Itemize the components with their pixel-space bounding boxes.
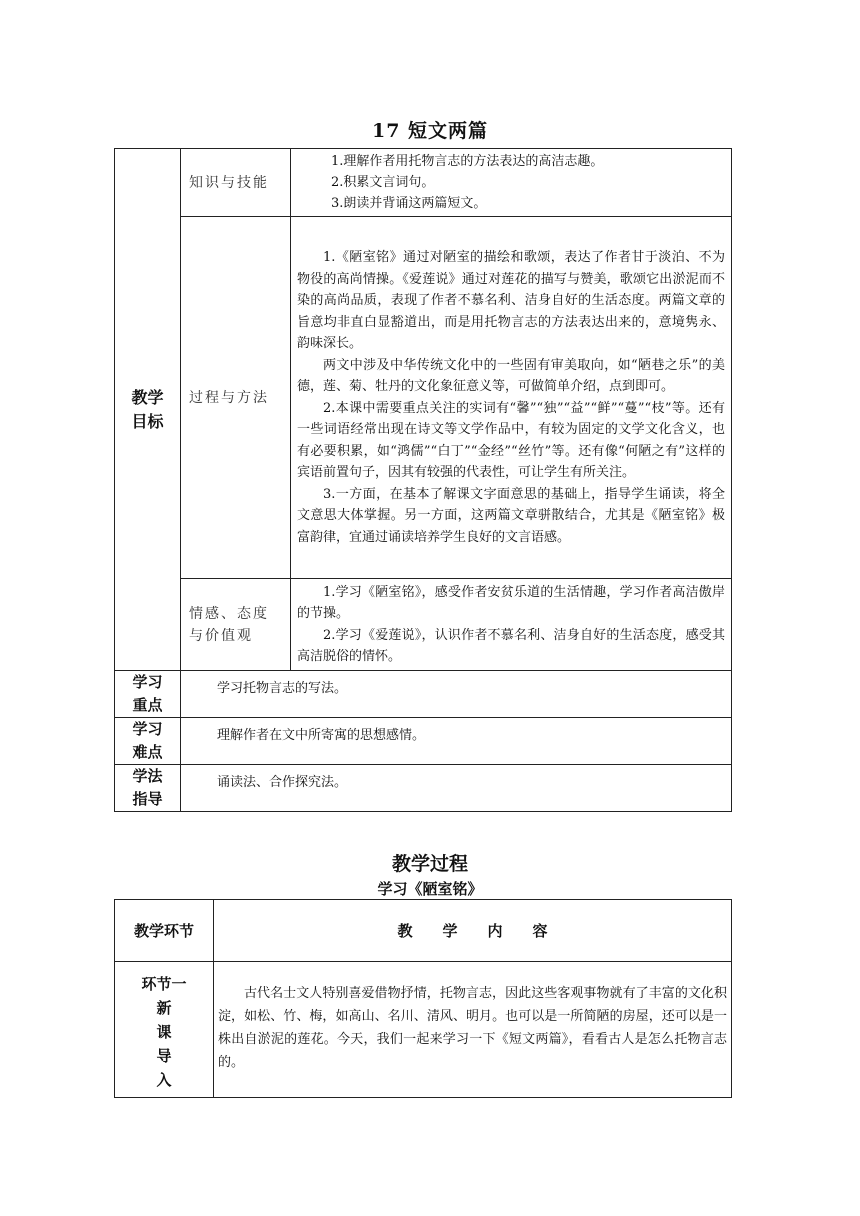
objectives-label-line1: 教学 [131, 387, 164, 407]
knowledge-item: 2.积累文言词句。 [331, 175, 435, 190]
process-subtitle: 学习《陋室铭》 [377, 880, 483, 898]
step1-paragraph: 古代名士文人特别喜爱借物抒情，托物言志，因此这些客观事物就有了丰富的文化积淀，如松、竹、梅，如高山、名川、清风、明月。也可以是一所简陋的房屋，还可以是一株出自淤泥的莲花。今天，我们一起来学习一下《短文两篇》，看看古人是怎么托物言志的。 [218, 986, 727, 1070]
process-content [291, 217, 732, 579]
knowledge-item: 3.朗读并背诵这两篇短文。 [331, 196, 487, 211]
objectives-label-line2: 目标 [131, 411, 164, 431]
key-points-label [115, 671, 181, 718]
emotion-paragraph: 1.学习《陋室铭》，感受作者安贫乐道的生活情趣，学习作者高洁傲岸的节操。 [297, 584, 725, 621]
step1-label-line1: 环节一 [141, 974, 187, 993]
header-step: 教学环节 [115, 900, 214, 962]
key-points-label-line1: 学习 [132, 673, 163, 691]
emotion-label-line1: 情感、态度 [189, 605, 269, 622]
difficulties-label-line2: 难点 [132, 743, 163, 761]
emotion-label [181, 579, 291, 671]
process-paragraph: 1.《陋室铭》通过对陋室的描绘和歌颂，表达了作者甘于淡泊、不为物役的高尚情操。《爱莲说》通过对莲花的描写与赞美，歌颂它出淤泥而不染的高尚品质，表现了作者不慕名利、洁身自好的生活态度。两篇文章的旨意均非直白显豁道出，而是用托物言志的方法表达出来的，意境隽永、韵味深长。 [297, 250, 725, 351]
objectives-table [114, 148, 732, 812]
emotion-label-line2: 与价值观 [189, 627, 253, 644]
key-points-text: 学习托物言志的写法。 [181, 671, 732, 718]
emotion-content [291, 579, 732, 671]
process-table [114, 899, 732, 1098]
objectives-label [115, 149, 181, 671]
difficulties-text: 理解作者在文中所寄寓的思想感情。 [181, 718, 732, 765]
methods-text: 诵读法、合作探究法。 [181, 765, 732, 812]
page-title: 17 短文两篇 [371, 120, 489, 142]
process-paragraph: 两文中涉及中华传统文化中的一些固有审美取向，如“陋巷之乐”的美德，莲、菊、牡丹的文化象征意义等，可做简单介绍，点到即可。 [297, 357, 725, 394]
methods-label [115, 765, 181, 812]
knowledge-content [291, 149, 732, 217]
process-label: 过程与方法 [181, 217, 291, 579]
process-paragraph: 2.本课中需要重点关注的实词有“馨”“独”“益”“鲜”“蔓”“枝”等。还有一些词语经常出现在诗文等文学作品中，有较为固定的文学文化含义，也有必要积累，如“鸿儒”“白丁”“金经”“丝竹”等。还有像“何陋之有”这样的宾语前置句子，因其有较强的代表性，可让学生有所关注。 [297, 400, 725, 480]
process-paragraph: 3.一方面，在基本了解课文字面意思的基础上，指导学生诵读，将全文意思大体掌握。另一方面，这两篇文章骈散结合，尤其是《陋室铭》极富韵律，宜通过诵读培养学生良好的文言语感。 [297, 486, 725, 545]
knowledge-item: 1.理解作者用托物言志的方法表达的高洁志趣。 [331, 154, 604, 169]
difficulties-label-line1: 学习 [132, 720, 163, 738]
step1-label-char: 课 [156, 1022, 172, 1041]
step1-content [214, 962, 732, 1098]
step1-label-char: 入 [156, 1070, 172, 1089]
step1-label-char: 新 [156, 998, 172, 1017]
step1-label [115, 962, 214, 1098]
key-points-label-line2: 重点 [132, 696, 163, 714]
methods-label-line2: 指导 [132, 790, 163, 808]
process-title: 教学过程 [391, 853, 468, 875]
methods-label-line1: 学法 [132, 767, 163, 785]
step1-label-char: 导 [156, 1046, 172, 1065]
header-content: 教学内容 [214, 900, 732, 962]
emotion-paragraph: 2.学习《爱莲说》，认识作者不慕名利、洁身自好的生活态度，感受其高洁脱俗的情怀。 [297, 627, 725, 664]
difficulties-label [115, 718, 181, 765]
knowledge-label: 知识与技能 [181, 149, 291, 217]
